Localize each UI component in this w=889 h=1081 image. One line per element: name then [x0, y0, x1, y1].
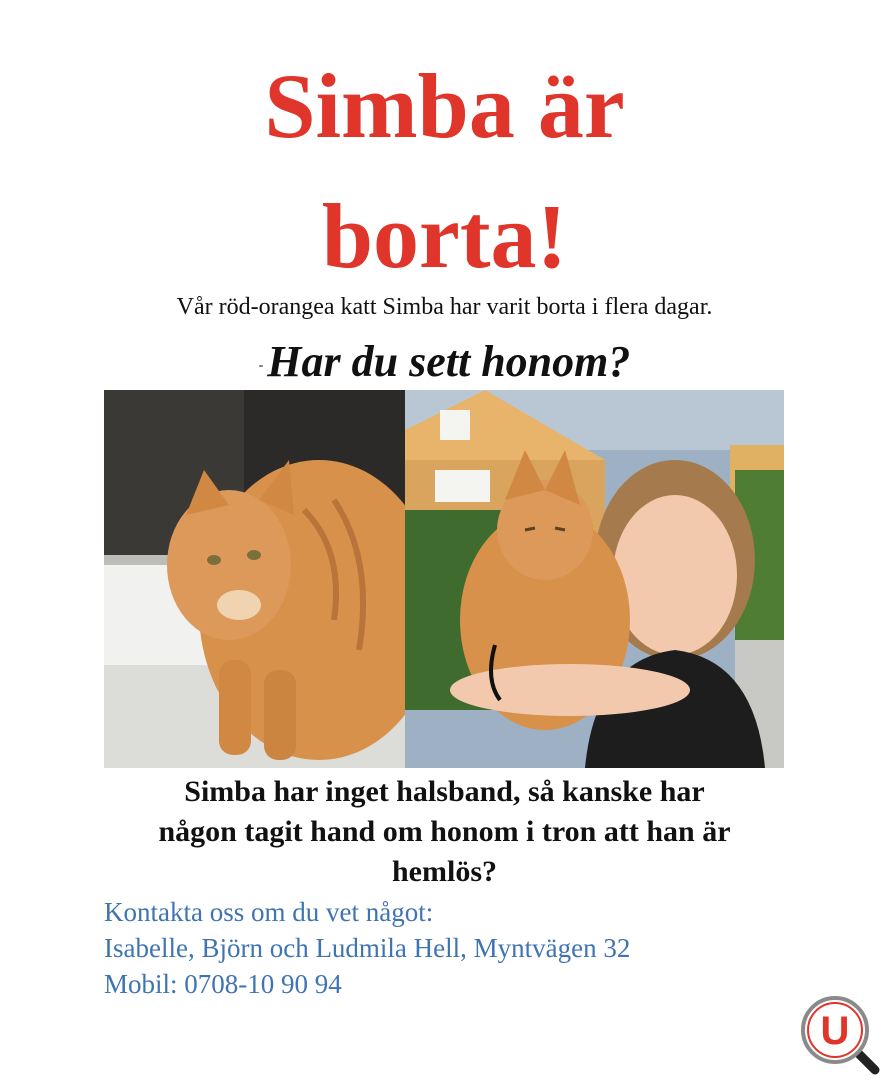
poster-question — [0, 336, 889, 387]
magnifier-logo-icon — [799, 994, 881, 1076]
poster-subtitle: Vår röd-orangea katt Simba har varit borta i flera dagar. — [176, 294, 713, 320]
contact-names-address: Isabelle, Björn och Ludmila Hell, Myntvägen 32 — [104, 933, 631, 963]
girl-holding-cat-photo — [405, 390, 784, 768]
question-dash: - — [258, 357, 264, 373]
question-text: Har du sett honom? — [267, 337, 631, 386]
collar-info — [60, 772, 829, 892]
info-line-2: någon tagit hand om honom i tron att han är — [158, 815, 731, 848]
cat-photo-window — [104, 390, 405, 768]
contact-heading: Kontakta oss om du vet något: — [104, 897, 434, 927]
poster-title-line-2: borta! — [321, 185, 568, 287]
info-line-1: Simba har inget halsband, så kanske har — [184, 775, 705, 808]
contact-phone: Mobil: 0708-10 90 94 — [104, 969, 342, 999]
poster-title-line-1: Simba är — [264, 55, 625, 157]
logo-letter: U — [820, 1009, 850, 1053]
info-line-3: hemlös? — [392, 855, 497, 888]
